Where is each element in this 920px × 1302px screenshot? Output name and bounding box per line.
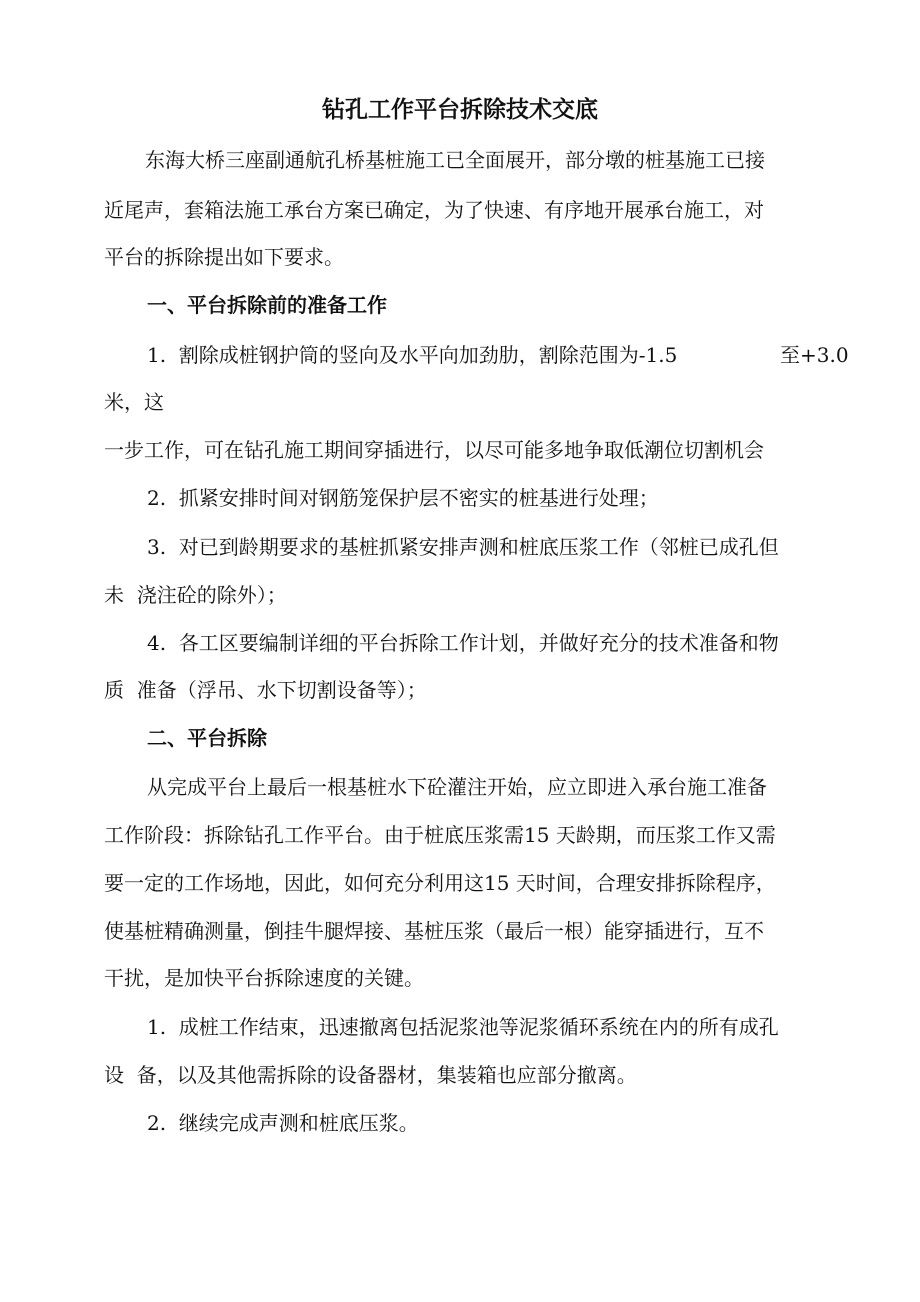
section2-item1-line1: 1. 成桩工作结束，迅速撤离包括泥浆池等泥浆循环系统在内的所有成孔: [147, 1015, 779, 1039]
section2-para-line-4: 使基桩精确测量，倒挂牛腿焊接、基桩压浆（最后一根）能穿插进行，互不: [104, 919, 764, 943]
section1-item4-line2: 质 准备（浮吊、水下切割设备等）；: [104, 678, 427, 702]
intro-line-1: 东海大桥三座副通航孔桥基桩施工已全面展开，部分墩的桩基施工已接: [145, 148, 765, 172]
section1-item1-line3: 一步工作，可在钻孔施工期间穿插进行，以尽可能多地争取低潮位切割机会: [104, 438, 764, 462]
section1-item2: 2. 抓紧安排时间对钢筋笼保护层不密实的桩基进行处理；: [147, 486, 659, 510]
section2-para-line-1: 从完成平台上最后一根基桩水下砼灌注开始，应立即进入承台施工准备: [147, 775, 767, 799]
section1-item3-line1: 3. 对已到龄期要求的基桩抓紧安排声测和桩底压浆工作（邻桩已成孔但: [147, 535, 779, 559]
section2-para-line-2: 工作阶段：拆除钻孔工作平台。由于桩底压浆需15 天龄期，而压浆工作又需: [104, 823, 776, 847]
section1-item3-line2: 未 浇注砼的除外）；: [104, 583, 287, 607]
document-title: 钻孔工作平台拆除技术交底: [322, 97, 598, 123]
section1-item1-part2: 至+3.0: [780, 343, 849, 367]
section2-item1-line2: 设 备，以及其他需拆除的设备器材，集装箱也应部分撤离。: [104, 1063, 637, 1087]
intro-line-3: 平台的拆除提出如下要求。: [104, 245, 344, 269]
section1-heading: 一、平台拆除前的准备工作: [147, 293, 387, 317]
section1-item4-line1: 4. 各工区要编制详细的平台拆除工作计划，并做好充分的技术准备和物: [147, 631, 779, 655]
section1-item1-part1: 1. 割除成桩钢护筒的竖向及水平向加劲肋，割除范围为-1.5: [147, 343, 678, 367]
section1-item1-line2: 米，这: [104, 390, 164, 414]
section2-item2: 2. 继续完成声测和桩底压浆。: [147, 1111, 419, 1135]
section2-para-line-5: 干扰，是加快平台拆除速度的关键。: [104, 966, 424, 990]
section2-heading: 二、平台拆除: [147, 726, 267, 750]
intro-line-2: 近尾声，套箱法施工承台方案已确定，为了快速、有序地开展承台施工，对: [104, 198, 764, 222]
section2-para-line-3: 要一定的工作场地，因此，如何充分利用这15 天时间，合理安排拆除程序，: [104, 871, 776, 895]
